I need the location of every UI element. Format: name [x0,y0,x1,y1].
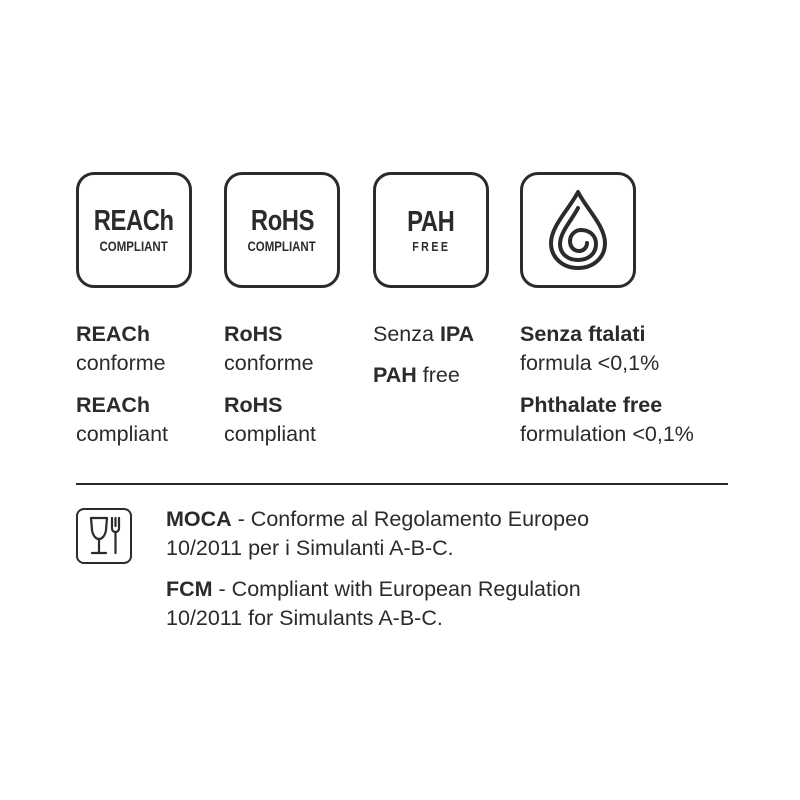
pah-en-text: free [416,363,460,387]
pah-badge-subtitle: FREE [411,238,451,254]
reach-en-text: compliant [76,422,169,446]
moca-line-2: 10/2011 per i Simulanti A-B-C. [166,536,454,560]
phthalate-column [520,320,694,449]
rohs-badge-title: RoHS [250,205,314,237]
fcm-label: FCM [166,577,213,601]
rohs-badge [224,172,340,288]
reach-badge [76,172,192,288]
pah-badge [373,172,489,288]
reach-badge-subtitle: COMPLIANT [99,238,169,254]
fcm-paragraph [166,575,589,633]
reach-it-title: REACh [76,322,151,346]
rohs-it-title: RoHS [224,322,283,346]
glass-fork-icon [76,508,132,564]
fcm-line-1: - Compliant with European Regulation [212,577,581,601]
pah-en-line [373,361,474,390]
moca-paragraph [166,505,589,563]
reach-it-text: conforme [76,351,166,375]
moca-line-1: - Conforme al Regolamento Europeo [231,507,590,531]
pah-column [373,320,474,390]
phthalate-badge [520,172,636,288]
pah-it-bold: IPA [439,322,475,346]
fcm-text-block [166,505,589,633]
phthalate-en-text: formulation <0,1% [520,422,694,446]
pah-en-bold: PAH [373,363,417,387]
rohs-en-text: compliant [224,422,317,446]
section-divider [76,483,728,485]
pah-it-line [373,320,474,349]
reach-badge-title: REACh [94,205,174,237]
rohs-badge-subtitle: COMPLIANT [247,238,317,254]
phthalate-it-title: Senza ftalati [520,322,646,346]
pah-badge-title: PAH [407,205,455,238]
reach-en-title: REACh [76,393,151,417]
phthalate-en-title: Phthalate free [520,393,663,417]
water-drop-spiral-icon [543,188,613,272]
moca-label: MOCA [166,507,232,531]
rohs-it-text: conforme [224,351,314,375]
reach-column [76,320,168,449]
fcm-line-2: 10/2011 for Simulants A-B-C. [166,606,443,630]
rohs-en-title: RoHS [224,393,283,417]
glass-fork-icon-graphic [78,510,129,561]
rohs-column [224,320,316,449]
pah-it-text: Senza [373,322,440,346]
phthalate-it-text: formula <0,1% [520,351,660,375]
